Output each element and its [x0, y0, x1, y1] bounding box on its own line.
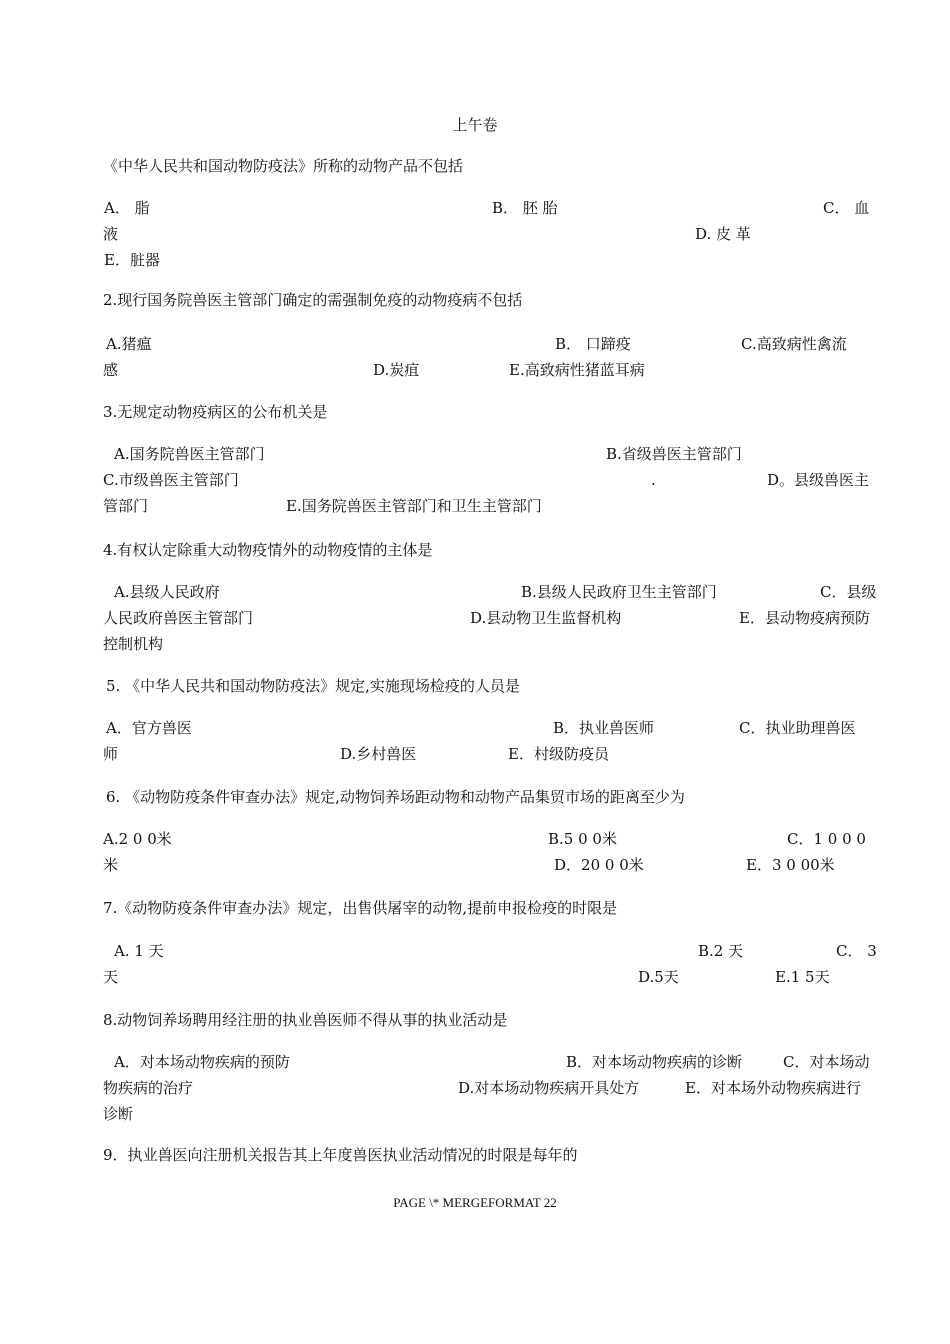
option-b: B.2 天 — [698, 942, 744, 960]
option-c-cont: 天 — [103, 968, 119, 986]
option-a: A.2 0 0米 — [103, 830, 172, 848]
question-stem: 7.《动物防疫条件审查办法》规定，出售供屠宰的动物,提前申报检疫的时限是 — [103, 899, 618, 917]
option-b: B． 口蹄疫 — [555, 335, 631, 353]
option-c: C． 血 — [823, 199, 870, 217]
option-e: E．3 0 00米 — [746, 856, 835, 874]
option-e: E.1 5天 — [775, 968, 830, 986]
stray-dot: . — [651, 471, 656, 489]
option-a: A. 1 天 — [114, 942, 164, 960]
option-a: A.县级人民政府 — [114, 583, 220, 601]
page-title: 上午卷 — [452, 116, 498, 134]
option-c: C． 3 — [836, 942, 877, 960]
option-c-cont: 物疾病的治疗 — [103, 1079, 194, 1097]
question-stem: 8.动物饲养场聘用经注册的执业兽医师不得从事的执业活动是 — [103, 1011, 508, 1029]
option-e-cont: 诊断 — [103, 1105, 134, 1123]
option-c-cont: 米 — [103, 856, 119, 874]
option-b: B.县级人民政府卫生主管部门 — [521, 583, 717, 601]
option-a: A．对本场动物疾病的预防 — [114, 1053, 290, 1071]
option-e: E.高致病性猪蓝耳病 — [509, 361, 645, 379]
option-e-cont: 控制机构 — [103, 635, 164, 653]
option-e: E．村级防疫员 — [508, 745, 609, 763]
question-stem: 3.无规定动物疫病区的公布机关是 — [103, 403, 328, 421]
option-e: E．对本场外动物疾病进行 — [685, 1079, 861, 1097]
option-d: D.5天 — [638, 968, 679, 986]
option-a: A． 脂 — [104, 199, 150, 217]
option-d: D.对本场动物疾病开具处方 — [458, 1079, 640, 1097]
option-c: C.市级兽医主管部门 — [103, 471, 239, 489]
option-d: D.县动物卫生监督机构 — [470, 609, 622, 627]
question-stem: 5. 《中华人民共和国动物防疫法》规定,实施现场检疫的人员是 — [106, 677, 520, 695]
option-a: A．官方兽医 — [106, 719, 192, 737]
option-c: C．1 0 0 0 — [787, 830, 866, 848]
option-c-cont: 人民政府兽医主管部门 — [103, 609, 254, 627]
option-c-cont: 液 — [103, 225, 119, 243]
option-c: C.高致病性禽流 — [741, 335, 847, 353]
option-e: E．县动物疫病预防 — [739, 609, 870, 627]
option-b: B． 胚 胎 — [492, 199, 558, 217]
option-d: D。县级兽医主 — [767, 471, 870, 489]
question-stem: 2.现行国务院兽医主管部门确定的需强制免疫的动物疫病不包括 — [103, 291, 523, 309]
option-a: A.猪瘟 — [106, 335, 152, 353]
option-b: B．对本场动物疾病的诊断 — [566, 1053, 743, 1071]
option-d: D.炭疽 — [373, 361, 420, 379]
option-c-cont: 感 — [103, 361, 119, 379]
page-footer: PAGE \* MERGEFORMAT 22 — [393, 1195, 557, 1210]
option-d-cont: 管部门 — [103, 497, 149, 515]
question-stem: 4.有权认定除重大动物疫情外的动物疫情的主体是 — [103, 541, 433, 559]
option-c: C．县级 — [820, 583, 877, 601]
option-b: B．执业兽医师 — [553, 719, 655, 737]
option-c: C．执业助理兽医 — [739, 719, 856, 737]
option-e: E.国务院兽医主管部门和卫生主管部门 — [286, 497, 542, 515]
question-stem: 6. 《动物防疫条件审查办法》规定,动物饲养场距动物和动物产品集贸市场的距离至少为 — [106, 788, 685, 806]
question-stem: 《中华人民共和国动物防疫法》所称的动物产品不包括 — [103, 157, 464, 175]
option-d: D.乡村兽医 — [340, 745, 417, 763]
option-c: C．对本场动 — [783, 1053, 870, 1071]
option-b: B.省级兽医主管部门 — [606, 445, 742, 463]
option-d: D. 皮 革 — [695, 225, 751, 243]
option-e: E．脏器 — [104, 251, 160, 269]
option-a: A.国务院兽医主管部门 — [114, 445, 265, 463]
option-d: D．20 0 0米 — [554, 856, 644, 874]
option-c-cont: 师 — [103, 745, 119, 763]
question-stem: 9．执业兽医向注册机关报告其上年度兽医执业活动情况的时限是每年的 — [103, 1146, 578, 1164]
option-b: B.5 0 0米 — [548, 830, 617, 848]
